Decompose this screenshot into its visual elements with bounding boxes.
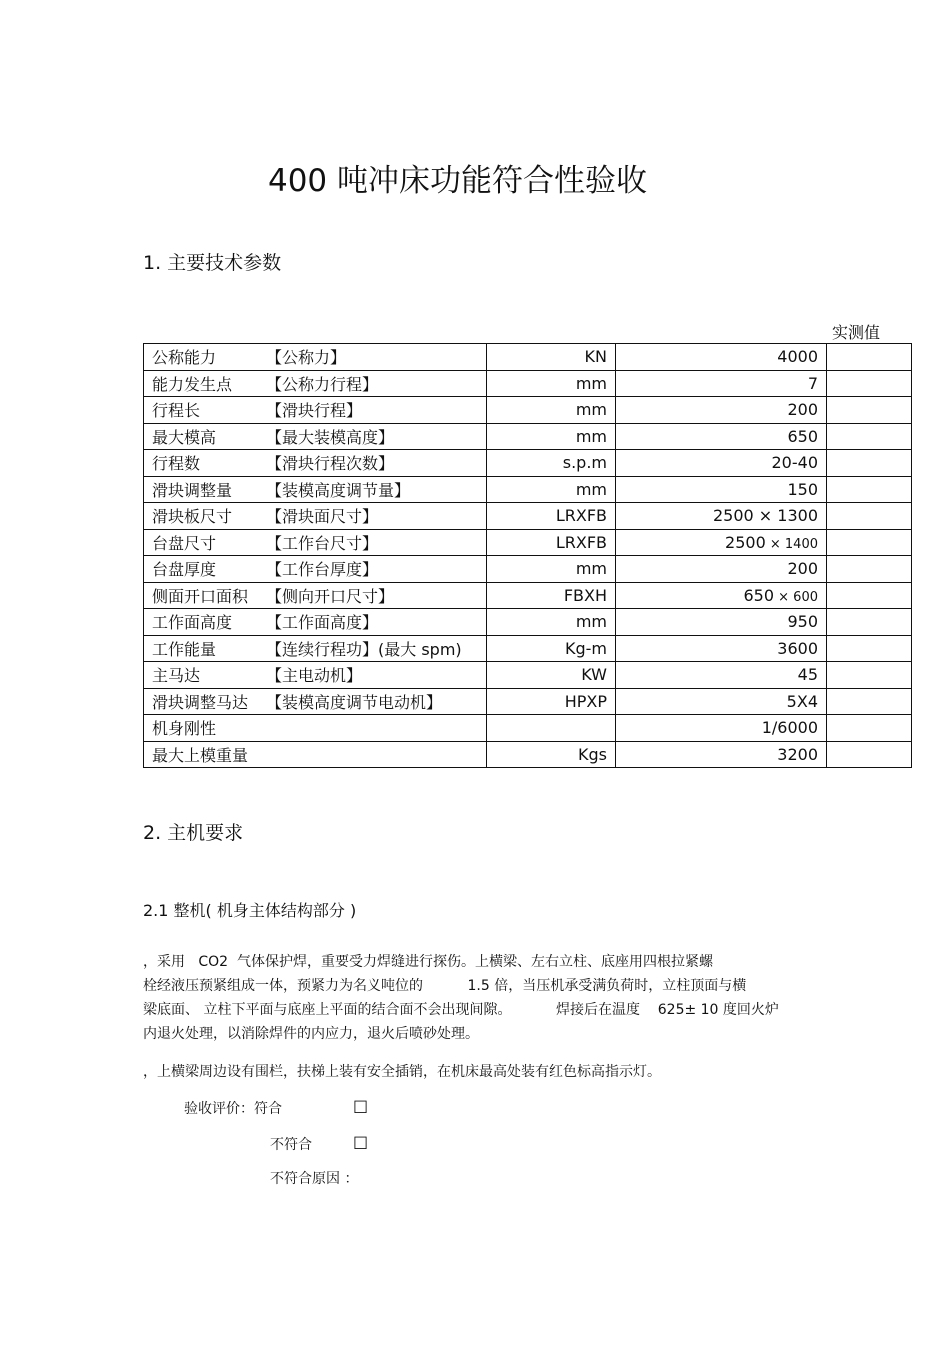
spec-value: 1/6000 (761, 718, 818, 738)
spec-name: 滑块调整量 (152, 480, 233, 500)
spec-value-cell (616, 450, 827, 477)
measured-value-cell[interactable] (827, 635, 912, 662)
not-conform-checkbox[interactable]: □ (353, 1132, 369, 1151)
spec-unit: LRXFB (487, 529, 616, 556)
spec-unit (487, 715, 616, 742)
spec-alias: 【工作台尺寸】 (266, 533, 379, 553)
spec-name: 工作能量 (152, 639, 217, 659)
spec-alias: 【滑块面尺寸】 (266, 507, 379, 527)
spec-row (144, 688, 912, 715)
spec-name-cell (144, 582, 487, 609)
measured-value-cell[interactable] (827, 370, 912, 397)
spec-name: 行程长 (152, 401, 201, 421)
spec-value: 150 (787, 479, 818, 499)
conform-checkbox[interactable]: □ (353, 1096, 369, 1115)
spec-name: 最大上模重量 (152, 745, 249, 765)
spec-row (144, 397, 912, 424)
spec-value-cell (616, 344, 827, 371)
spec-value-cell (616, 662, 827, 689)
spec-row (144, 529, 912, 556)
spec-name-cell (144, 476, 487, 503)
measured-value-cell[interactable] (827, 423, 912, 450)
spec-name-cell (144, 529, 487, 556)
page-title: 400 吨冲床功能符合性验收 (267, 163, 648, 199)
spec-row (144, 741, 912, 768)
spec-name: 滑块板尺寸 (152, 507, 233, 527)
spec-row (144, 609, 912, 636)
spec-value-secondary: × 1400 (765, 536, 818, 552)
spec-value: 200 (787, 559, 818, 579)
spec-alias: 【工作面高度】 (266, 613, 379, 633)
spec-name-cell (144, 370, 487, 397)
spec-unit: mm (487, 609, 616, 636)
spec-name-cell (144, 662, 487, 689)
spec-value: 3200 (777, 744, 818, 764)
spec-unit: LRXFB (487, 503, 616, 530)
measured-value-cell[interactable] (827, 344, 912, 371)
spec-value-cell (616, 556, 827, 583)
spec-alias: 【公称力行程】 (266, 374, 379, 394)
measured-value-cell[interactable] (827, 582, 912, 609)
spec-value-cell (616, 715, 827, 742)
spec-name-cell (144, 344, 487, 371)
spec-table (143, 343, 912, 768)
spec-name-cell (144, 397, 487, 424)
paragraph-line: 栓经液压预紧组成一体，预紧力为名义吨位的 1.5 倍，当压机承受满负荷时，立柱顶面与横 (143, 978, 747, 994)
spec-value-cell (616, 609, 827, 636)
paragraph-line: 内退火处理，以消除焊件的内应力，退火后喷砂处理。 (143, 1026, 479, 1042)
measured-value-cell[interactable] (827, 450, 912, 477)
spec-unit: KN (487, 344, 616, 371)
spec-alias: 【连续行程功】(最大 spm) (266, 639, 462, 659)
spec-row (144, 503, 912, 530)
spec-value: 2500 (725, 532, 766, 552)
spec-value: 3600 (777, 638, 818, 658)
spec-value-cell (616, 503, 827, 530)
spec-unit: KW (487, 662, 616, 689)
spec-unit: s.p.m (487, 450, 616, 477)
spec-row (144, 662, 912, 689)
spec-unit: mm (487, 370, 616, 397)
measured-value-label: 实测值 (832, 323, 881, 342)
spec-row (144, 556, 912, 583)
spec-name: 公称能力 (152, 348, 217, 368)
measured-value-cell[interactable] (827, 397, 912, 424)
spec-name: 机身刚性 (152, 719, 217, 739)
spec-name-cell (144, 741, 487, 768)
spec-alias: 【工作台厚度】 (266, 560, 379, 580)
evaluation-label: 验收评价：符合 (184, 1101, 282, 1117)
spec-alias: 【装模高度调节量】 (266, 480, 411, 500)
spec-name: 能力发生点 (152, 374, 233, 394)
spec-unit: mm (487, 476, 616, 503)
paragraph-line: 梁底面、 立柱下平面与底座上平面的结合面不会出现间隙。 焊接后在温度 625± 10 度回火炉 (143, 1002, 779, 1018)
spec-name: 台盘尺寸 (152, 533, 217, 553)
spec-value: 7 (807, 373, 818, 393)
spec-value-cell (616, 741, 827, 768)
measured-value-cell[interactable] (827, 609, 912, 636)
spec-alias: 【装模高度调节电动机】 (266, 692, 443, 712)
spec-value: 4000 (777, 347, 818, 367)
spec-value-cell (616, 582, 827, 609)
spec-row (144, 344, 912, 371)
spec-value-cell (616, 370, 827, 397)
spec-value-cell (616, 635, 827, 662)
spec-unit: Kg-m (487, 635, 616, 662)
spec-alias: 【公称力】 (266, 348, 347, 368)
not-conform-reason-label: 不符合原因 ： (270, 1171, 359, 1187)
spec-alias: 【最大装模高度】 (266, 427, 395, 447)
spec-alias: 【侧向开口尺寸】 (266, 586, 395, 606)
not-conform-label: 不符合 (270, 1137, 312, 1153)
measured-value-cell[interactable] (827, 715, 912, 742)
measured-value-cell[interactable] (827, 741, 912, 768)
measured-value-cell[interactable] (827, 688, 912, 715)
spec-value-cell (616, 423, 827, 450)
spec-row (144, 450, 912, 477)
spec-name: 侧面开口面积 (152, 586, 249, 606)
spec-name: 滑块调整马达 (152, 692, 249, 712)
spec-alias: 【主电动机】 (266, 666, 363, 686)
measured-value-cell[interactable] (827, 476, 912, 503)
spec-unit: mm (487, 423, 616, 450)
spec-name: 工作面高度 (152, 613, 233, 633)
spec-row (144, 423, 912, 450)
spec-name-cell (144, 450, 487, 477)
spec-value-cell (616, 397, 827, 424)
spec-name-cell (144, 609, 487, 636)
spec-row (144, 370, 912, 397)
section-2-heading: 2. 主机要求 (143, 822, 244, 844)
paragraph-2: ，上横梁周边设有围栏，扶梯上装有安全插销，在机床最高处装有红色标高指示灯。 (143, 1064, 661, 1080)
spec-name-cell (144, 556, 487, 583)
spec-name: 行程数 (152, 454, 201, 474)
section-2-1-heading: 2.1 整机( 机身主体结构部分 ) (143, 901, 357, 920)
section-1-heading: 1. 主要技术参数 (143, 252, 282, 274)
spec-alias: 【滑块行程】 (266, 401, 363, 421)
spec-row (144, 715, 912, 742)
spec-name-cell (144, 503, 487, 530)
spec-name-cell (144, 715, 487, 742)
spec-row (144, 582, 912, 609)
measured-value-cell[interactable] (827, 503, 912, 530)
spec-value: 200 (787, 400, 818, 420)
spec-value-secondary: × 600 (774, 589, 818, 605)
spec-value: 20-40 (771, 453, 818, 473)
spec-value: 650 (743, 585, 775, 605)
paragraph-line: ，采用 CO2 气体保护焊，重要受力焊缝进行探伤。上横梁、左右立柱、底座用四根拉紧螺 (143, 954, 713, 970)
spec-unit: Kgs (487, 741, 616, 768)
spec-name: 主马达 (152, 666, 201, 686)
spec-unit: mm (487, 556, 616, 583)
spec-value-cell (616, 476, 827, 503)
spec-name-cell (144, 423, 487, 450)
measured-value-cell[interactable] (827, 556, 912, 583)
spec-value: 2500 × 1300 (712, 506, 818, 526)
spec-unit: HPXP (487, 688, 616, 715)
spec-value: 5X4 (786, 691, 818, 711)
spec-unit: mm (487, 397, 616, 424)
spec-name: 台盘厚度 (152, 560, 217, 580)
spec-name-cell (144, 688, 487, 715)
spec-name-cell (144, 635, 487, 662)
spec-alias: 【滑块行程次数】 (266, 454, 395, 474)
spec-row (144, 476, 912, 503)
spec-value-cell (616, 688, 827, 715)
spec-value: 45 (797, 665, 818, 685)
spec-value-cell (616, 529, 827, 556)
spec-unit: FBXH (487, 582, 616, 609)
spec-value: 650 (787, 426, 818, 446)
measured-value-cell[interactable] (827, 662, 912, 689)
spec-name: 最大模高 (152, 427, 217, 447)
spec-row (144, 635, 912, 662)
measured-value-cell[interactable] (827, 529, 912, 556)
spec-value: 950 (787, 612, 818, 632)
